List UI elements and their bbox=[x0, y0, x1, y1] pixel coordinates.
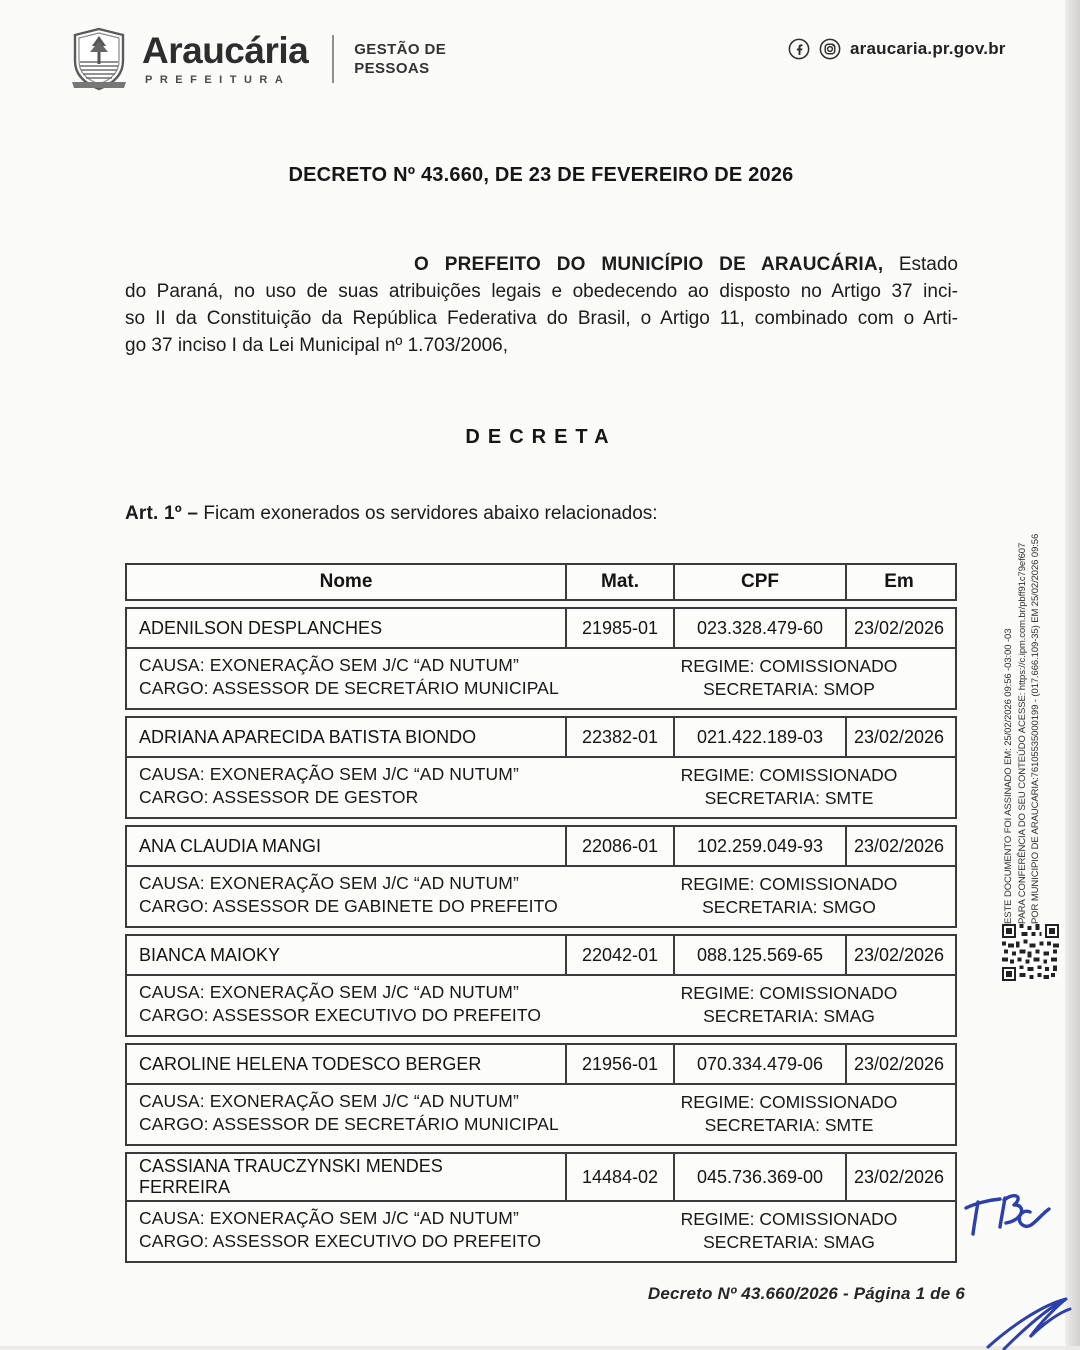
preamble-line bbox=[125, 332, 958, 359]
exoneration-table bbox=[125, 563, 957, 1263]
handwritten-initials bbox=[950, 1182, 1062, 1248]
record-causa: CAUSA: EXONERAÇÃO SEM J/C “AD NUTUM” bbox=[139, 655, 519, 675]
record-mat: 22042-01 bbox=[565, 936, 673, 974]
record-name-row bbox=[127, 827, 955, 865]
col-header-nome: Nome bbox=[319, 571, 373, 592]
record-regime: REGIME: COMISSIONADO bbox=[680, 765, 898, 785]
preamble-text: Estado bbox=[883, 254, 958, 275]
scan-bottom-shadow bbox=[0, 1346, 1080, 1350]
record-causa-cargo bbox=[139, 872, 631, 919]
record-name-row bbox=[127, 936, 955, 974]
city-crest-icon bbox=[68, 26, 130, 92]
record-nome: ADENILSON DESPLANCHES bbox=[139, 617, 383, 638]
facebook-icon bbox=[788, 38, 810, 60]
record-cargo: CARGO: ASSESSOR DE GABINETE DO PREFEITO bbox=[139, 896, 558, 916]
table-header-row bbox=[125, 563, 957, 601]
record-cpf: 045.736.369-00 bbox=[673, 1154, 845, 1200]
decree-table-records bbox=[125, 607, 957, 1263]
record-causa-cargo bbox=[139, 1207, 631, 1254]
record-name-row bbox=[127, 609, 955, 647]
record-secretaria: SECRETARIA: SMGO bbox=[702, 897, 876, 917]
record-nome: ADRIANA APARECIDA BATISTA BIONDO bbox=[139, 726, 477, 747]
record-em: 23/02/2026 bbox=[845, 827, 951, 865]
col-header-mat: Mat. bbox=[565, 565, 673, 599]
record-mat: 21985-01 bbox=[565, 609, 673, 647]
record-nome: BIANCA MAIOKY bbox=[139, 944, 281, 965]
page-footer: Decreto Nº 43.660/2026 - Página 1 de 6 bbox=[647, 1284, 965, 1303]
record-cargo: CARGO: ASSESSOR EXECUTIVO DO PREFEITO bbox=[139, 1231, 542, 1251]
record-detail-row bbox=[127, 974, 955, 1035]
record-regime-secretaria bbox=[631, 1090, 947, 1137]
record-causa-cargo bbox=[139, 981, 631, 1028]
header-divider bbox=[332, 35, 334, 83]
record-regime-secretaria bbox=[631, 981, 947, 1028]
preamble-text: go 37 inciso I da Lei Municipal nº 1.703/2006, bbox=[125, 335, 508, 356]
digital-signature-text bbox=[1002, 478, 1048, 924]
record-cargo: CARGO: ASSESSOR DE SECRETÁRIO MUNICIPAL bbox=[139, 1114, 559, 1134]
table-record bbox=[125, 607, 957, 710]
record-name-row bbox=[127, 1045, 955, 1083]
record-regime: REGIME: COMISSIONADO bbox=[680, 874, 898, 894]
brand-name: Araucária bbox=[142, 30, 309, 71]
record-secretaria: SECRETARIA: SMAG bbox=[703, 1006, 875, 1026]
record-cpf: 021.422.189-03 bbox=[673, 718, 845, 756]
col-header-cpf: CPF bbox=[673, 565, 845, 599]
record-regime: REGIME: COMISSIONADO bbox=[680, 1092, 898, 1112]
record-causa: CAUSA: EXONERAÇÃO SEM J/C “AD NUTUM” bbox=[139, 1091, 519, 1111]
brand-block bbox=[142, 32, 308, 86]
col-header-em: Em bbox=[845, 565, 951, 599]
record-cpf: 102.259.049-93 bbox=[673, 827, 845, 865]
signature-flourish bbox=[982, 1293, 1080, 1350]
signature-line-2: PARA CONFERÊNCIA DO SEU CONTEÚDO ACESSE: https://c.ipm.com.br/pbff91c79ef607 bbox=[1016, 542, 1028, 924]
record-cpf: 088.125.569-65 bbox=[673, 936, 845, 974]
table-record bbox=[125, 934, 957, 1037]
signature-line-3: POR MUNICIPIO DE ARAUCARIA:76105535000199 - (017.666.109-35) EM 25/02/2026 09:56 bbox=[1030, 533, 1041, 924]
preamble-line bbox=[125, 251, 958, 278]
record-regime-secretaria bbox=[631, 872, 947, 919]
record-regime-secretaria bbox=[631, 654, 947, 701]
record-detail-row bbox=[127, 647, 955, 708]
letterhead bbox=[68, 26, 446, 92]
record-regime-secretaria bbox=[631, 763, 947, 810]
record-nome: ANA CLAUDIA MANGI bbox=[139, 835, 322, 856]
record-causa-cargo bbox=[139, 1090, 631, 1137]
preamble bbox=[125, 251, 958, 359]
decreta-heading: DECRETA bbox=[465, 426, 617, 448]
record-cargo: CARGO: ASSESSOR DE GESTOR bbox=[139, 787, 419, 807]
record-detail-row bbox=[127, 865, 955, 926]
record-em: 23/02/2026 bbox=[845, 1045, 951, 1083]
record-em: 23/02/2026 bbox=[845, 936, 951, 974]
record-detail-row bbox=[127, 1200, 955, 1261]
record-causa-cargo bbox=[139, 763, 631, 810]
preamble-text: so II da Constituição da República Federativa do Brasil, o Artigo 11, combinado com o Arti- bbox=[125, 308, 958, 329]
record-em: 23/02/2026 bbox=[845, 1154, 951, 1200]
preamble-bold: O PREFEITO DO MUNICÍPIO DE ARAUCÁRIA, bbox=[414, 254, 884, 275]
record-causa-cargo bbox=[139, 654, 631, 701]
article-1-label: Art. 1º – bbox=[125, 503, 199, 524]
record-regime: REGIME: COMISSIONADO bbox=[680, 983, 898, 1003]
record-causa: CAUSA: EXONERAÇÃO SEM J/C “AD NUTUM” bbox=[139, 764, 519, 784]
scan-edge-shadow bbox=[1065, 0, 1080, 1350]
record-mat: 22382-01 bbox=[565, 718, 673, 756]
record-causa: CAUSA: EXONERAÇÃO SEM J/C “AD NUTUM” bbox=[139, 982, 519, 1002]
record-mat: 14484-02 bbox=[565, 1154, 673, 1200]
digital-signature-strip bbox=[1002, 478, 1048, 924]
record-nome: CASSIANA TRAUCZYNSKI MENDES FERREIRA bbox=[139, 1156, 443, 1197]
website-url: araucaria.pr.gov.br bbox=[850, 39, 1006, 58]
table-record bbox=[125, 716, 957, 819]
decree-title: DECRETO Nº 43.660, DE 23 DE FEVEREIRO DE 2026 bbox=[288, 164, 794, 186]
record-cpf: 023.328.479-60 bbox=[673, 609, 845, 647]
record-detail-row bbox=[127, 1083, 955, 1144]
record-name-row bbox=[127, 1154, 955, 1200]
instagram-icon bbox=[819, 38, 841, 60]
header-contact bbox=[788, 38, 1006, 60]
record-detail-row bbox=[127, 756, 955, 817]
signature-line-1: ESTE DOCUMENTO FOI ASSINADO EM: 25/02/2026 09:56 -03:00 -03 bbox=[1003, 628, 1014, 924]
record-cargo: CARGO: ASSESSOR DE SECRETÁRIO MUNICIPAL bbox=[139, 678, 559, 698]
table-record bbox=[125, 825, 957, 928]
record-causa: CAUSA: EXONERAÇÃO SEM J/C “AD NUTUM” bbox=[139, 1208, 519, 1228]
record-cpf: 070.334.479-06 bbox=[673, 1045, 845, 1083]
record-mat: 22086-01 bbox=[565, 827, 673, 865]
preamble-text: do Paraná, no uso de suas atribuições legais e obedecendo ao disposto no Artigo 37 inci- bbox=[125, 281, 958, 302]
record-em: 23/02/2026 bbox=[845, 718, 951, 756]
record-secretaria: SECRETARIA: SMAG bbox=[703, 1232, 875, 1252]
record-em: 23/02/2026 bbox=[845, 609, 951, 647]
record-regime: REGIME: COMISSIONADO bbox=[680, 1209, 898, 1229]
article-1-text: Ficam exonerados os servidores abaixo relacionados: bbox=[198, 503, 658, 524]
record-secretaria: SECRETARIA: SMTE bbox=[704, 1115, 874, 1135]
preamble-line bbox=[125, 278, 958, 305]
preamble-line bbox=[125, 305, 958, 332]
record-regime-secretaria bbox=[631, 1207, 947, 1254]
qr-code bbox=[1002, 924, 1059, 981]
record-secretaria: SECRETARIA: SMTE bbox=[704, 788, 874, 808]
table-record bbox=[125, 1152, 957, 1263]
record-secretaria: SECRETARIA: SMOP bbox=[703, 679, 875, 699]
brand-subtitle: PREFEITURA bbox=[145, 74, 291, 86]
record-mat: 21956-01 bbox=[565, 1045, 673, 1083]
record-nome: CAROLINE HELENA TODESCO BERGER bbox=[139, 1053, 482, 1074]
article-1 bbox=[125, 503, 958, 525]
record-causa: CAUSA: EXONERAÇÃO SEM J/C “AD NUTUM” bbox=[139, 873, 519, 893]
record-name-row bbox=[127, 718, 955, 756]
record-cargo: CARGO: ASSESSOR EXECUTIVO DO PREFEITO bbox=[139, 1005, 542, 1025]
table-record bbox=[125, 1043, 957, 1146]
record-regime: REGIME: COMISSIONADO bbox=[680, 656, 898, 676]
department-label: GESTÃO DE PESSOAS bbox=[354, 40, 447, 77]
